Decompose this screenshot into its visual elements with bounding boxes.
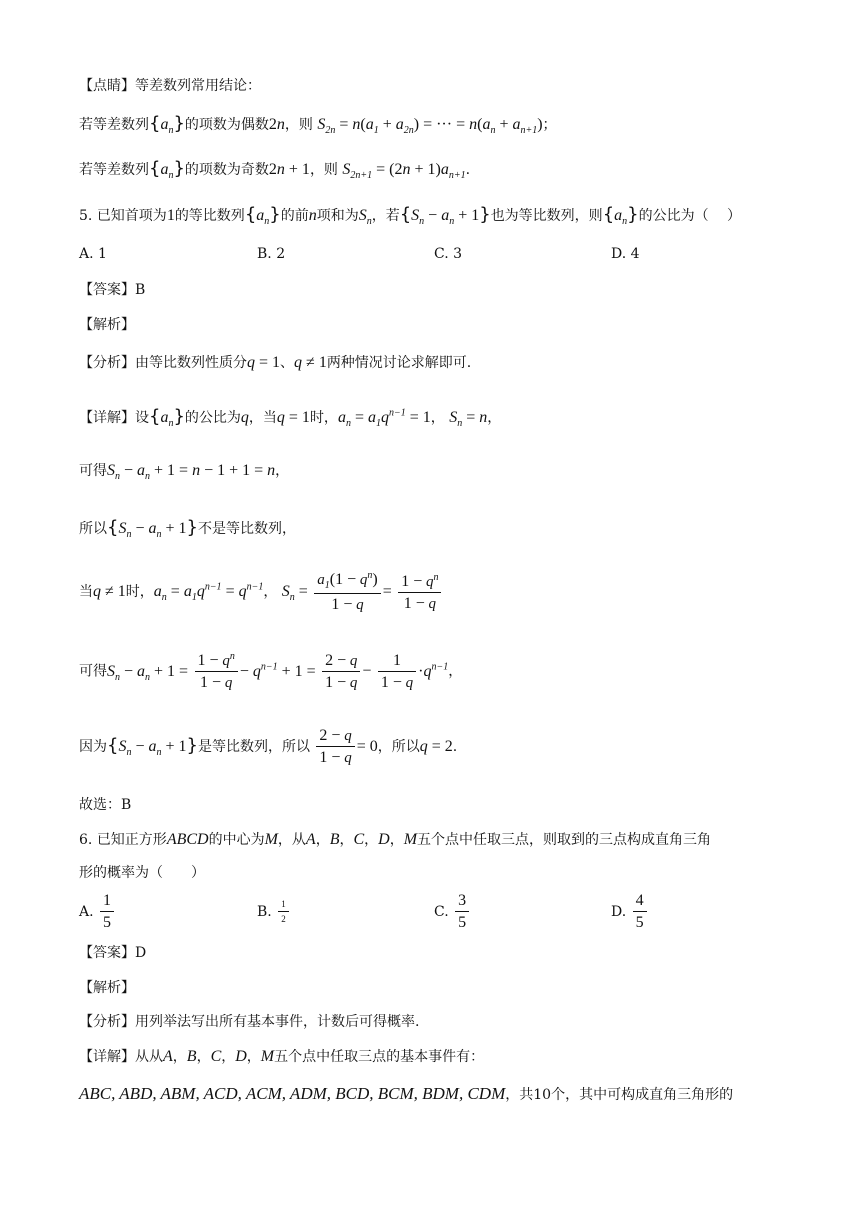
text: ，所以 <box>377 739 420 755</box>
option-c <box>434 247 462 261</box>
fraction: $\frac{1 - q^n}{1 - q}$ <box>195 652 238 691</box>
text: 的公比为 <box>184 410 241 426</box>
comment-heading <box>79 79 261 93</box>
question-number: 6. <box>79 832 93 848</box>
option-fraction: $\frac{1}{2}$ <box>278 900 289 924</box>
math: $S_n - a_n + 1 = n - 1 + 1 = n$ <box>107 462 276 483</box>
math: $\{a_n\}$ <box>149 406 185 430</box>
option-value: 3 <box>453 246 463 262</box>
fraction: $\frac{1}{1 - q}$ <box>378 653 416 691</box>
text: 设 <box>135 410 149 426</box>
text: 用列举法写出所有基本事件，计数后可得概率. <box>135 1014 420 1030</box>
math: M <box>264 831 278 848</box>
math: D <box>235 1048 247 1065</box>
math: A <box>163 1048 173 1065</box>
question-5-stem <box>79 206 741 227</box>
text: 项和为 <box>316 208 359 224</box>
math: A <box>305 831 316 848</box>
math: $\{S_n - a_n + 1\}$ <box>107 735 198 759</box>
option-fraction: $\frac{1}{5}$ <box>100 893 114 931</box>
question-5-answer <box>79 283 145 297</box>
math: $\{a_n\}$ <box>244 204 281 228</box>
text: 的项数为奇数 <box>184 162 269 178</box>
question-5-fenxi <box>79 355 471 371</box>
math: 2n <box>268 116 285 133</box>
detail-label: 【详解】 <box>79 1049 135 1065</box>
choose-value: B <box>121 797 132 813</box>
math: $a_n = a_1q^{n-1} = 1$ <box>337 407 431 430</box>
text: 也为等比数列，则 <box>490 208 603 224</box>
text: 的中心为 <box>208 832 265 848</box>
math: B <box>186 1048 197 1065</box>
math: $\cdot q^{n-1}$ <box>418 661 449 680</box>
option-d <box>611 247 640 261</box>
question-5-line-dang: 当q ≠ 1时，$a_n = a_1q^{n-1} = q^{n-1}$， $S_n$ = $\frac{a_1(1 - q^n)}{1 - q}$ = $\frac{1 - q^n}{1 - q}$ <box>79 571 443 613</box>
option-label: B. <box>257 246 272 262</box>
option-label: C. <box>434 246 449 262</box>
math: q ≠ 1 <box>294 354 327 371</box>
text: 五个点中任取三点的基本事件有： <box>274 1049 485 1065</box>
text: ，共10个，其中可构成直角三角形的 <box>505 1087 734 1103</box>
text: ，则 <box>284 117 313 133</box>
text: 因为 <box>79 739 107 755</box>
math: $\{a_n\}$ <box>602 204 639 228</box>
math: q = 1 <box>247 354 281 371</box>
text: 五个点中任取三点，则取到的三点构成直角三角 <box>417 832 712 848</box>
math: − $q^{n-1} + 1$ = <box>239 661 316 680</box>
fraction: $\frac{2 - q}{1 - q}$ <box>322 653 360 691</box>
question-6-stem: 6. 已知正方形ABCD的中心为M，从A，B，C，D，M五个点中任取三点，则取到的三点构成直角三角 <box>79 831 712 848</box>
text: 可得 <box>79 663 107 680</box>
math-formula: $S_{2n+1} = (2n + 1)a_{n+1}$ <box>342 161 466 182</box>
text: 的公比为（ ） <box>638 208 742 224</box>
math: q = 1 <box>276 409 310 426</box>
text: 的前 <box>280 208 309 224</box>
text: 若等差数列 <box>79 162 149 178</box>
fraction: $\frac{2 - q}{1 - q}$ <box>316 728 354 766</box>
text: 、 <box>280 355 295 371</box>
option-label: B. <box>257 904 272 920</box>
question-5-analysis-label: 【解析】 <box>79 317 135 333</box>
text: 所以 <box>79 521 107 537</box>
question-5-line-suoyi <box>79 519 296 540</box>
option-a <box>79 893 116 931</box>
question-5-choose <box>79 798 131 812</box>
text: 的等比数列 <box>174 208 245 224</box>
question-6-events <box>79 1085 733 1102</box>
question-6-analysis-label: 【解析】 <box>79 980 135 996</box>
option-label: C. <box>434 904 449 920</box>
comment-text: 等差数列常用结论： <box>135 78 261 94</box>
math: $S_n$ <box>358 207 372 228</box>
comment-label: 【点睛】 <box>79 78 135 94</box>
math: q <box>240 409 249 426</box>
text: 由等比数列性质分 <box>135 355 247 371</box>
fenxi-label: 【分析】 <box>79 1014 135 1030</box>
text: 当 <box>79 584 93 600</box>
question-5-line-kede2: 可得$S_n - a_n + 1$ = $\frac{1 - q^n}{1 - q}$ − $q^{n-1} + 1$ = $\frac{2 - q}{1 - q}$ − $\frac{1}{1 - q}$ $\cdot q^{n-1}$， <box>79 651 463 691</box>
math-formula: $S_{2n} = n(a_1 + a_{2n})$ = ··· = $n(a_n + a_{n+1})$ <box>317 116 543 137</box>
text: 从从 <box>135 1049 163 1065</box>
option-fraction: $\frac{3}{5}$ <box>455 893 469 931</box>
text: ，当 <box>248 410 277 426</box>
math: 1 <box>166 207 175 224</box>
option-value: 1 <box>98 246 107 262</box>
option-c <box>434 893 471 931</box>
option-d <box>611 893 649 931</box>
math: $a_n = a_1q^{n-1} = q^{n-1}$ <box>153 581 264 604</box>
events-list: ABC, ABD, ABM, ACD, ACM, ADM, BCD, BCM, BDM, CDM <box>79 1084 506 1103</box>
math: B <box>329 831 340 848</box>
choose-label: 故选： <box>79 797 121 813</box>
answer-label: 【答案】 <box>79 945 135 961</box>
comment-line-odd: 若等差数列$\{a_n\}$的项数为奇数2n + 1，则 $S_{2n+1} = (2n + 1)a_{n+1}$. <box>79 158 471 182</box>
text: 已知首项为 <box>96 208 167 224</box>
answer-label: 【答案】 <box>79 282 135 298</box>
text: 不是等比数列， <box>197 521 296 537</box>
math: q ≠ 1 <box>93 583 126 600</box>
question-5-line-yinwei: 因为$\{S_n - a_n + 1\}$是等比数列，所以 $\frac{2 - q}{1 - q}$ = 0，所以q = 2. <box>79 727 458 766</box>
text: 可得 <box>79 463 107 479</box>
answer-value: B <box>135 282 146 298</box>
option-label: D. <box>611 904 627 920</box>
math: $\{S_n - a_n + 1\}$ <box>107 517 198 541</box>
math: $\{a_n\}$ <box>149 113 185 137</box>
math: q = 2 <box>419 738 453 755</box>
math: $\{a_n\}$ <box>149 158 185 182</box>
math: 2n + 1 <box>268 161 310 178</box>
option-label: A. <box>79 904 94 920</box>
comment-line-even: 若等差数列$\{a_n\}$的项数为偶数2n，则 $S_{2n} = n(a_1 + a_{2n})$ = ··· = $n(a_n + a_{n+1})$； <box>79 113 557 137</box>
option-a <box>79 247 107 261</box>
text: 已知正方形 <box>96 832 167 848</box>
question-5-line-kede1: 可得$S_n - a_n + 1 = n - 1 + 1 = n$， <box>79 462 290 483</box>
option-b <box>257 247 285 261</box>
math: $S_n$ = <box>281 583 308 604</box>
answer-value: D <box>135 945 147 961</box>
text: 若等差数列 <box>79 117 149 133</box>
option-b <box>257 900 291 924</box>
math: C <box>353 831 365 848</box>
math: $S_n - a_n + 1$ = <box>107 662 189 683</box>
fraction: $\frac{1 - q^n}{1 - q}$ <box>398 573 441 612</box>
fraction: $\frac{a_1(1 - q^n)}{1 - q}$ <box>314 571 380 613</box>
math: M <box>260 1048 275 1065</box>
question-6-stem-line2: 形的概率为（ ） <box>79 865 205 881</box>
option-label: D. <box>611 246 627 262</box>
question-6-fenxi <box>79 1015 419 1029</box>
option-value: 4 <box>630 246 640 262</box>
math: C <box>210 1048 222 1065</box>
option-label: A. <box>79 246 94 262</box>
math: $S_n = n$ <box>449 409 488 430</box>
math: $\{S_n - a_n + 1\}$ <box>399 204 491 228</box>
question-6-answer <box>79 946 146 960</box>
question-6-detail: 【详解】从从A，B，C，D，M五个点中任取三点的基本事件有： <box>79 1048 485 1065</box>
math: M <box>403 831 418 848</box>
math: D <box>378 831 390 848</box>
option-fraction: $\frac{4}{5}$ <box>633 893 647 931</box>
text: 两种情况讨论求解即可. <box>326 355 472 371</box>
text: 的项数为偶数 <box>184 117 269 133</box>
fenxi-label: 【分析】 <box>79 355 135 371</box>
option-value: 2 <box>276 246 286 262</box>
question-5-detail: 【详解】设$\{a_n\}$的公比为q，当q = 1时，$a_n = a_1q^{n-1} = 1$， $S_n = n$， <box>79 406 502 430</box>
question-number: 5. <box>79 208 93 224</box>
text: 时， <box>309 410 338 426</box>
text: ，则 <box>309 162 338 178</box>
text: ，从 <box>277 832 306 848</box>
text: 时， <box>125 584 154 600</box>
detail-label: 【详解】 <box>79 410 135 426</box>
math: n <box>308 207 317 224</box>
math: ABCD <box>166 831 209 848</box>
text: 是等比数列，所以 <box>197 739 310 755</box>
text: ，若 <box>371 208 400 224</box>
